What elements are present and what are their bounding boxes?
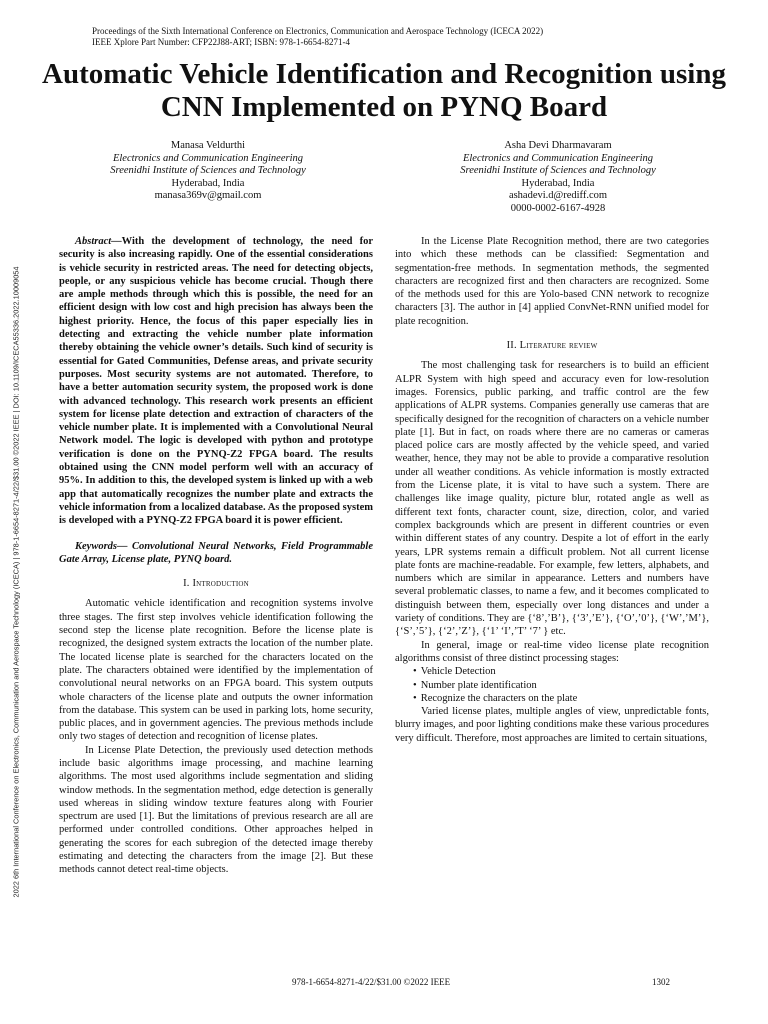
processing-stages-list: [395, 665, 709, 705]
list-item: • Number plate identification: [413, 679, 709, 692]
author-institution: Sreenidhi Institute of Sciences and Technology: [110, 165, 306, 176]
list-item: • Vehicle Detection: [413, 665, 709, 678]
intro-paragraph-3: In the License Plate Recognition method, there are two categories into which these methods can be classified: Segmentation and segmentation-free methods. In segmentation methods, the segmented characters are recognized first and then characters are recognized. Some of the methods used for this are Yolo-based CNN network to recognize characters [3]. The author in [4] applied ConvNet-RNN unified model for plate recognition.: [395, 236, 709, 327]
author-department: Electronics and Communication Engineering: [462, 152, 654, 164]
author-department: Electronics and Communication Engineering: [112, 152, 304, 164]
intro-paragraph-2: In License Plate Detection, the previously used detection methods include basic algorithms image processing, and machine learning algorithms. The most used algorithms include segmentation and sliding window methods. In the segmentation method, edge detection is generally used whereas in sliding window texture features along with Fourier spectrum are used [1]. But the limitations of previous research are all are performed under controlled conditions. Other approaches helped in generating the scores for each subregion of the detected image thereby estimating and detecting the characters from the image [2]. But these methods cannot detect real-time objects.: [59, 744, 373, 876]
paper-title: Automatic Vehicle Identification and Recognition using CNN Implemented on PYNQ Board: [42, 58, 726, 123]
list-item: • Recognize the characters on the plate: [413, 692, 709, 705]
left-column: [59, 235, 373, 877]
lit-paragraph-1: The most challenging task for researchers is to build an efficient ALPR System with high speed and accuracy even for low-resolution images. Forensics, public parking, and traffic control are the few applications of ALPR systems. Companies generally use cameras that are specifically designed for the recognition of characters on a vehicle number plate [1]. But in fact, on roads where there are no cameras or cameras placed police cars are mostly affected by the vehicle speed, and varied weather, hence, they may not be able to provide a comparative resolution under all weather conditions. As vehicle information is mostly extracted from the License plate, it is vital to have such a system. There are challenges like image quality, picture blur, rotated angle as well as different text fonts, character count, size, direction, color, and varied complex backgrounds which are present in different countries or even within different states of any country. Despite a lot of effort in the early years, LPR systems remain a difficult problem. Not all current license plate fonts are machine-readable. For example, few letters, alphabets, and numbers which are similar in appearance. Letters and numbers have several problematic classes, to name a few, and it becomes complicated to distinguish between them, especially over long distances and under a variety of conditions. They are {‘8’,’B’}, {‘3’,’E’}, {‘O’,’0’}, {‘W’,’M’}, {‘S’,’5’}, {‘2’,’Z’}, {‘1’ ‘I’,’T’ ‘7’ } etc.: [395, 360, 709, 638]
copyright-footer: 978-1-6654-8271-4/22/$31.00 ©2022 IEEE: [292, 977, 451, 987]
intro-paragraph-1: Automatic vehicle identification and recognition systems involve three stages. The first step involves vehicle identification following the second step the license plate recognition. Before the license plate is recognized, the designed system extracts the location of the number plate. The located license plate is searched for the characters located on the plate. The characters obtained were identified by the implementation of convolutional neural networks on an FPGA board. This system outputs whole characters of the license plate and outputs the owner information from the database. This system can be used in parking lots, home security, public places, and in government agencies. The previous methods include only two stages of detection and recognition of license plates.: [59, 598, 373, 743]
doi-sidebar-text: 2022 6th International Conference on Electronics, Communication and Aerospace Technology (ICECA) | 978-1-6654-8271-4/22/$31.00 ©2022 IEEE | DOI: 10.1109/ICECA55336.2022.10009054: [11, 266, 21, 898]
author-name: Asha Devi Dharmavaram: [504, 140, 612, 151]
keywords-text: — Convolutional Neural Networks, Field Programmable Gate Array, License plate, PYNQ board.: [59, 540, 373, 565]
section-title: Introduction: [192, 578, 249, 590]
author-block-2: [408, 140, 708, 215]
lit-paragraph-2: In general, image or real-time video license plate recognition algorithms consist of three distinct processing stages:: [395, 639, 709, 664]
header-line-2: IEEE Xplore Part Number: CFP22J88-ART; ISBN: 978-1-6654-8271-4: [92, 37, 350, 47]
keywords: [59, 540, 373, 567]
doi-sidebar: [4, 192, 28, 972]
author-block-1: [58, 140, 358, 203]
page-number: 1302: [652, 977, 670, 987]
abstract-label: Abstract: [75, 236, 112, 247]
conference-header: [92, 26, 543, 48]
keywords-label: Keywords: [75, 540, 117, 552]
author-email[interactable]: manasa369v@gmail.com: [154, 190, 262, 201]
section-heading-literature-review: [395, 339, 709, 352]
right-column: [395, 235, 709, 745]
author-orcid[interactable]: 0000-0002-6167-4928: [510, 202, 606, 214]
section-heading-introduction: [59, 577, 373, 590]
section-number: II.: [506, 340, 517, 352]
section-number: I.: [183, 578, 190, 590]
author-institution: Sreenidhi Institute of Sciences and Technology: [460, 165, 656, 176]
abstract: [59, 235, 373, 528]
abstract-text: —With the development of technology, the need for security is also increasing rapidly. One of the essential considerations is vehicle security in restricted areas. The need for detecting objects, people, or any suspicious vehicle has become crucial. Though there are ample methods through which this is possible, the need for an efficient design with low cost and high precision has always been the highest priority. Hence, the focus of this paper especially lies in detecting and extracting the vehicle number plate information thereby obtaining the vehicle owner’s details. Such kind of security is essential for Gated Communities, Defense areas, and private security purposes. Most security systems are not automated. Therefore, to have a better automation security system, the proposed work is done with advanced technology. This research work presents an efficient system for license plate detection and extraction of characters of the vehicle number plate. It is implemented with a Convolutional Neural Network model. The logic is developed with python and prototype verification is done on the PYNQ-Z2 FPGA board. The results obtained using the CNN model perform well with an accuracy of 95%. In addition to this, the developed system is linked up with a web app that automatically recognizes the number plate and extracts the vehicle information from a localized database. As the proposed system is developed with a PYNQ-Z2 FPGA board it is power efficient.: [59, 236, 373, 527]
author-city: Hyderabad, India: [521, 177, 595, 189]
header-line-1: Proceedings of the Sixth International Conference on Electronics, Communication and Aerospace Technology (ICECA 2022): [92, 26, 544, 36]
author-city: Hyderabad, India: [171, 177, 245, 189]
section-title: Literature review: [519, 340, 598, 352]
author-name: Manasa Veldurthi: [170, 140, 246, 151]
lit-paragraph-3: Varied license plates, multiple angles of view, unpredictable fonts, blurry images, and poor lighting conditions make these various procedures very difficult. Therefore, most approaches are limited to certain situations,: [395, 706, 709, 744]
author-email[interactable]: ashadevi.d@rediff.com: [508, 190, 608, 201]
